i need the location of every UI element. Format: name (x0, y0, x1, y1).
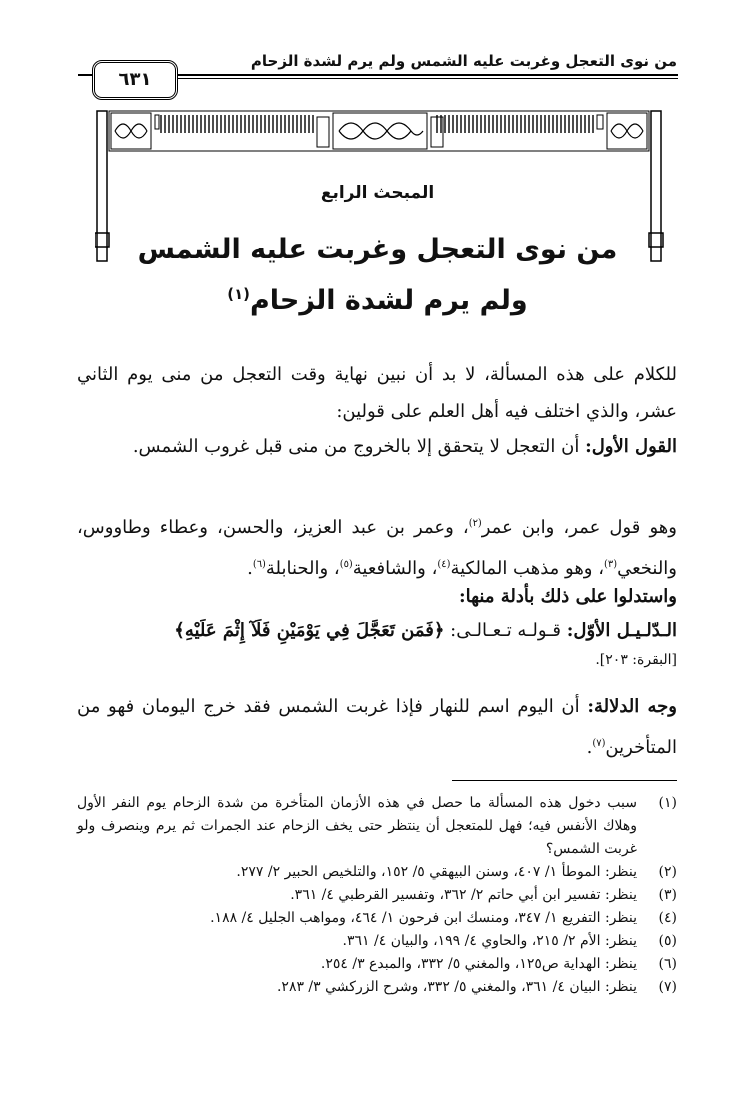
quran-verse: ﴿فَمَن تَعَجَّلَ فِي يَوْمَيْنِ فَلَآ إِثْمَ عَلَيْهِ﴾ (174, 620, 445, 641)
evidence-heading: واستدلوا على ذلك بأدلة منها: (458, 586, 677, 607)
section-title (0, 228, 755, 323)
footnote-separator (452, 780, 677, 781)
first-evidence-label: الـدّلـيـل الأوّل: (566, 620, 677, 641)
footnote-number: (٤) (658, 910, 677, 926)
footnote-text: ينظر: الهداية ص١٢٥، والمغني ٥/ ٣٣٢، والمبدع ٣/ ٢٥٤. (320, 956, 637, 972)
footnote-number: (٣) (658, 887, 677, 903)
paragraph-intro: للكلام على هذه المسألة، لا بد أن نبين نهاية وقت التعجل من منى يوم الثاني عشر، والذي اختلف فيه أهل العلم على قولين: (77, 364, 677, 422)
footnote-item (77, 792, 677, 861)
paragraph-inference (77, 688, 677, 766)
footnote-text: سبب دخول هذه المسألة ما حصل في هذه الأزمان المتأخرة من شدة الزحام يوم النفر الأول وهلاك الأنفس فيه؛ فهل للمتعجل أن ينتظر حتى يخف الزحام عند الجمرات ثم يرم وينصرف ولو غربت الشمس؟ (77, 795, 637, 857)
page-number: ٦٣١ (92, 60, 178, 100)
footnote-ref-3: (٣) (604, 559, 618, 570)
proponents-text-c: ، وهو مذهب المالكية (450, 558, 605, 579)
inference-text: أن اليوم اسم للنهار فإذا غربت الشمس فقد خرج اليومان فهو من المتأخرين (77, 696, 677, 758)
footnote-ref-5: (٥) (339, 559, 353, 570)
footnote-number: (١) (658, 795, 677, 811)
footnote-item (77, 884, 677, 907)
header-rule-left (78, 74, 92, 76)
footnote-item (77, 907, 677, 930)
footnote-item (77, 930, 677, 953)
footnote-number: (٦) (658, 956, 677, 972)
first-opinion-label: القول الأول: (585, 436, 677, 457)
first-opinion-text: أن التعجل لا يتحقق إلا بالخروج من منى قبل غروب الشمس. (132, 436, 586, 457)
footnote-text: ينظر: تفسير ابن أبي حاتم ٢/ ٣٦٢، وتفسير القرطبي ٤/ ٣٦١. (290, 887, 637, 903)
paragraph-first-evidence (77, 612, 677, 649)
verse-citation: [البقرة: ٢٠٣]. (595, 652, 677, 668)
inference-end: . (586, 737, 593, 758)
footnote-text: ينظر: الأم ٢/ ٢١٥، والحاوي ٤/ ١٩٩، والبيان ٤/ ٣٦١. (342, 933, 637, 949)
proponents-text-e: ، والحنابلة (265, 558, 340, 579)
footnote-number: (٥) (658, 933, 677, 949)
footnote-number: (٧) (658, 979, 677, 995)
header-rule-thin (178, 78, 678, 79)
section-kicker: المبحث الرابع (320, 183, 435, 203)
footnote-item (77, 953, 677, 976)
footnote-item (77, 861, 677, 884)
footnote-text: ينظر: البيان ٤/ ٣٦١، والمغني ٥/ ٣٣٢، وشرح الزركشي ٣/ ٢٨٣. (276, 979, 637, 995)
footnote-ref-2: (٢) (468, 518, 482, 529)
footnote-number: (٢) (658, 864, 677, 880)
proponents-text-f: . (247, 558, 253, 579)
title-line-2 (0, 272, 755, 323)
title-line-2-text: ولم يرم لشدة الزحام (249, 285, 528, 316)
first-evidence-text: قـولـه تـعـالـى: (444, 620, 567, 641)
footnote-ref-1: (١) (227, 285, 250, 303)
running-header: من نوى التعجل وغربت عليه الشمس ولم يرم لشدة الزحام (250, 52, 677, 70)
paragraph-proponents (77, 505, 677, 587)
proponents-text-d: ، والشافعية (352, 558, 438, 579)
title-line-1: من نوى التعجل وغربت عليه الشمس (137, 234, 618, 265)
footnote-item (77, 976, 677, 999)
footnote-ref-6: (٦) (252, 559, 266, 570)
footnote-ref-4: (٤) (437, 559, 451, 570)
footnotes (77, 792, 677, 999)
footnote-text: ينظر: الموطأ ١/ ٤٠٧، وسنن البيهقي ٥/ ١٥٢، والتلخيص الحبير ٢/ ٢٧٧. (236, 864, 637, 880)
footnote-ref-7: (٧) (592, 738, 606, 749)
proponents-text-b: ، وعمر بن عبد العزيز، والحسن، وعطاء وطاووس، والنخعي (77, 517, 677, 579)
header-rule (178, 74, 678, 76)
inference-label: وجه الدلالة: (587, 696, 678, 717)
proponents-text-a: وهو قول عمر، وابن عمر (481, 517, 677, 538)
footnote-text: ينظر: التفريع ١/ ٣٤٧، ومنسك ابن فرحون ١/ ٤٦٤، ومواهب الجليل ٤/ ١٨٨. (210, 910, 637, 926)
paragraph-first-opinion (77, 428, 677, 465)
